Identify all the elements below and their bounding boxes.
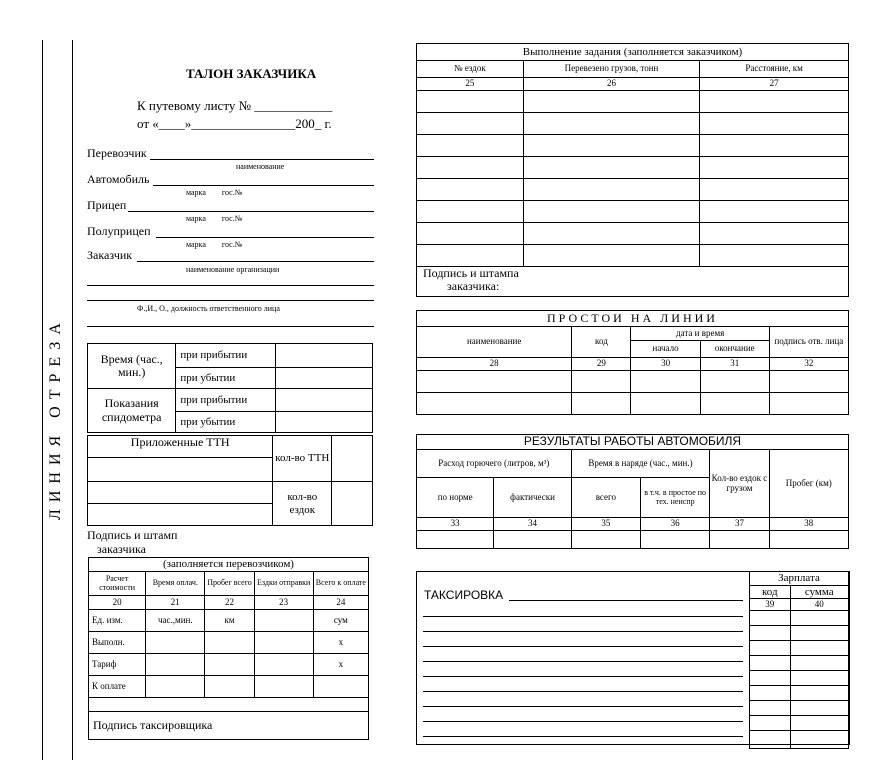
left-customer-label: заказчика	[97, 542, 146, 556]
salary-cell[interactable]	[790, 686, 848, 701]
h-dt-code: код	[572, 327, 631, 358]
dt-cell[interactable]	[700, 393, 769, 415]
fio-caption: Ф.,И., О., должность ответственного лица	[137, 304, 280, 313]
num-37: 37	[710, 518, 769, 531]
salary-row[interactable]	[750, 611, 791, 626]
salary-table	[749, 571, 849, 749]
done-time[interactable]	[146, 632, 205, 654]
num-29: 29	[572, 358, 631, 371]
tariff-x: х	[313, 654, 368, 676]
salary-row[interactable]	[750, 626, 791, 641]
num-24: 24	[313, 596, 368, 610]
task-cell[interactable]	[523, 157, 700, 179]
h-paid-time: Время оплач.	[146, 572, 205, 596]
taxer-sign-label: Подпись таксировщика	[89, 712, 369, 740]
h-time-in-order: Время в наряде (час., мин.)	[571, 450, 710, 478]
task-cell[interactable]	[523, 91, 700, 113]
speedo-label: Показания спидометра	[88, 389, 176, 433]
task-cell[interactable]	[700, 245, 849, 267]
task-cell[interactable]	[700, 201, 849, 223]
vehicle-line	[153, 185, 374, 186]
task-row[interactable]	[417, 179, 524, 201]
topay-trips[interactable]	[254, 676, 313, 698]
num-21: 21	[146, 596, 205, 610]
h-mileage: Пробег (км)	[769, 450, 848, 518]
speedo-departure-label: при убытии	[176, 412, 276, 433]
res-cell[interactable]	[769, 531, 848, 549]
tariff-trips[interactable]	[254, 654, 313, 676]
topay-km[interactable]	[205, 676, 254, 698]
h-dt-name: наименование	[417, 327, 572, 358]
dt-cell[interactable]	[769, 371, 848, 393]
num-32: 32	[769, 358, 848, 371]
units-sum: сум	[313, 610, 368, 632]
taxation-label: ТАКСИРОВКА	[424, 588, 504, 602]
vehicle-label: Автомобиль	[87, 172, 150, 186]
ttn-row[interactable]	[88, 482, 273, 504]
salary-row[interactable]	[750, 641, 791, 656]
topay-time[interactable]	[146, 676, 205, 698]
num-36: 36	[641, 518, 710, 531]
carrier-table-caption: (заполняется перевозчиком)	[89, 558, 369, 572]
left-sign-label: Подпись и штамп	[87, 528, 178, 542]
res-cell[interactable]	[641, 531, 710, 549]
time-departure-value[interactable]	[276, 368, 373, 389]
task-cell[interactable]	[523, 245, 700, 267]
done-trips[interactable]	[254, 632, 313, 654]
dt-cell[interactable]	[631, 393, 700, 415]
salary-title: Зарплата	[750, 572, 849, 586]
salary-row[interactable]	[750, 701, 791, 716]
num-39: 39	[750, 599, 791, 611]
downtime-title: ПРОСТОИ НА ЛИНИИ	[417, 311, 849, 327]
ttn-row[interactable]	[88, 504, 273, 526]
units-km: км	[205, 610, 254, 632]
task-customer-label: заказчика:	[447, 279, 500, 294]
speedo-arrival-label: при прибытии	[176, 389, 276, 412]
trips-count-label: кол-во ездок	[273, 482, 332, 526]
task-cell[interactable]	[700, 157, 849, 179]
taxation-line	[423, 661, 743, 662]
num-20: 20	[89, 596, 146, 610]
dt-row[interactable]	[417, 371, 572, 393]
num-34: 34	[494, 518, 571, 531]
units-trips	[254, 610, 313, 632]
customer-line	[137, 261, 374, 262]
blank-line-2	[87, 300, 374, 301]
customer-caption: наименование организации	[186, 265, 280, 274]
results-table	[416, 434, 849, 549]
salary-cell[interactable]	[790, 716, 848, 731]
dt-row[interactable]	[417, 393, 572, 415]
topay-total[interactable]	[313, 676, 368, 698]
h-trips-cargo: Кол-во ездок с грузом	[710, 450, 769, 518]
task-cell[interactable]	[523, 135, 700, 157]
task-cell[interactable]	[700, 113, 849, 135]
done-km[interactable]	[205, 632, 254, 654]
res-cell[interactable]	[710, 531, 769, 549]
blank-line-3	[87, 326, 374, 327]
taxation-line	[423, 736, 743, 737]
task-row[interactable]	[417, 113, 524, 135]
row-done-label: Выполн.	[89, 632, 146, 654]
h-dt-end: окончание	[700, 341, 769, 358]
waybill-line: К путевому листу № ____________	[137, 98, 333, 113]
semitrailer-label: Полуприцеп	[87, 224, 151, 238]
num-28: 28	[417, 358, 572, 371]
ttn-row[interactable]	[88, 458, 273, 482]
dt-cell[interactable]	[769, 393, 848, 415]
cut-line-right	[72, 40, 73, 760]
task-row[interactable]	[417, 245, 524, 267]
h-cost-calc: Расчет стоимости	[89, 572, 146, 596]
tariff-time[interactable]	[146, 654, 205, 676]
h-dt-sign: подпись отв. лица	[769, 327, 848, 358]
dt-cell[interactable]	[572, 393, 631, 415]
dt-cell[interactable]	[700, 371, 769, 393]
vehicle-caption: марка гос.№	[186, 188, 243, 197]
trips-count-value[interactable]	[332, 482, 373, 526]
num-30: 30	[631, 358, 700, 371]
num-27: 27	[700, 78, 849, 91]
h-incl-idle: в т.ч. в простое по тех. неиспр	[641, 478, 710, 518]
task-table	[416, 43, 849, 297]
task-cell[interactable]	[523, 179, 700, 201]
task-cell[interactable]	[523, 113, 700, 135]
salary-row[interactable]	[750, 716, 791, 731]
task-cell[interactable]	[700, 179, 849, 201]
carrier-line	[150, 159, 374, 160]
salary-cell[interactable]	[790, 701, 848, 716]
cut-line-left	[42, 40, 43, 760]
ttn-count-value[interactable]	[332, 436, 373, 482]
salary-row[interactable]	[750, 686, 791, 701]
task-row[interactable]	[417, 135, 524, 157]
time-label: Время (час., мин.)	[88, 344, 176, 389]
customer-label: Заказчик	[87, 248, 133, 262]
semitrailer-line	[156, 237, 374, 238]
salary-cell[interactable]	[790, 611, 848, 626]
taxation-line	[423, 646, 743, 647]
semitrailer-caption: марка гос.№	[186, 240, 243, 249]
taxation-line	[423, 691, 743, 692]
task-row[interactable]	[417, 157, 524, 179]
salary-cell[interactable]	[790, 731, 848, 749]
num-22: 22	[205, 596, 254, 610]
units-time: час.,мин.	[146, 610, 205, 632]
h-total-mileage: Пробег всего	[205, 572, 254, 596]
h-total-to-pay: Всего к оплате	[313, 572, 368, 596]
num-38: 38	[769, 518, 848, 531]
blank-line-1	[87, 285, 374, 286]
task-sign-label: Подпись и штампа	[423, 266, 519, 280]
row-topay-label: К оплате	[89, 676, 146, 698]
time-departure-label: при убытии	[176, 368, 276, 389]
salary-row[interactable]	[750, 731, 791, 749]
res-row[interactable]	[417, 531, 494, 549]
salary-cell[interactable]	[790, 656, 848, 671]
taxation-line	[423, 706, 743, 707]
h-by-norm: по норме	[417, 478, 494, 518]
taxation-line	[423, 631, 743, 632]
task-title: Выполнение задания (заполняется заказчиком)	[417, 44, 849, 61]
task-sign-cell	[417, 267, 849, 297]
h-dt-datetime: дата и время	[631, 327, 769, 341]
carrier-caption: наименование	[236, 162, 285, 171]
trailer-line	[128, 211, 374, 212]
row-tariff-label: Тариф	[89, 654, 146, 676]
taxation-line	[423, 616, 743, 617]
num-26: 26	[523, 78, 700, 91]
task-cell[interactable]	[700, 135, 849, 157]
trailer-caption: марка гос.№	[186, 214, 243, 223]
h-cargo-tons: Перевезено грузов, тонн	[523, 61, 700, 78]
downtime-table	[416, 310, 849, 415]
num-35: 35	[571, 518, 640, 531]
date-line: от «____»________________200_ г.	[137, 116, 332, 131]
h-dt-start: начало	[631, 341, 700, 358]
salary-row[interactable]	[750, 656, 791, 671]
ttn-table	[87, 435, 373, 526]
time-arrival-label: при прибытии	[176, 344, 276, 368]
taxation-line	[423, 721, 743, 722]
carrier-calc-table	[88, 557, 369, 740]
coupon-title: ТАЛОН ЗАКАЗЧИКА	[186, 66, 317, 81]
results-title: РЕЗУЛЬТАТЫ РАБОТЫ АВТОМОБИЛЯ	[417, 435, 849, 450]
h-actual: фактически	[494, 478, 571, 518]
blank-row	[89, 698, 369, 712]
salary-cell[interactable]	[790, 641, 848, 656]
salary-row[interactable]	[750, 671, 791, 686]
task-cell[interactable]	[523, 201, 700, 223]
units-label: Ед. изм.	[89, 610, 146, 632]
task-row[interactable]	[417, 201, 524, 223]
salary-cell[interactable]	[790, 626, 848, 641]
done-x: х	[313, 632, 368, 654]
ttn-count-label: кол-во ТТН	[273, 436, 332, 482]
carrier-label: Перевозчик	[87, 146, 147, 160]
res-cell[interactable]	[571, 531, 640, 549]
time-speedo-table	[87, 343, 373, 433]
speedo-arrival-value[interactable]	[276, 389, 373, 412]
tariff-km[interactable]	[205, 654, 254, 676]
task-cell[interactable]	[523, 223, 700, 245]
h-code: код	[750, 586, 791, 599]
task-cell[interactable]	[700, 223, 849, 245]
num-23: 23	[254, 596, 313, 610]
res-cell[interactable]	[494, 531, 571, 549]
num-40: 40	[790, 599, 848, 611]
h-trips-dispatch: Ездки отправки	[254, 572, 313, 596]
h-fuel: Расход горючего (литров, м³)	[417, 450, 572, 478]
taxation-line-0	[509, 600, 743, 601]
trailer-label: Прицеп	[87, 198, 127, 212]
dt-cell[interactable]	[631, 371, 700, 393]
task-row[interactable]	[417, 223, 524, 245]
salary-cell[interactable]	[790, 671, 848, 686]
num-33: 33	[417, 518, 494, 531]
num-31: 31	[700, 358, 769, 371]
dt-cell[interactable]	[572, 371, 631, 393]
speedo-departure-value[interactable]	[276, 412, 373, 433]
h-total: всего	[571, 478, 640, 518]
cut-line-label: ЛИНИЯ ОТРЕЗА	[47, 316, 64, 520]
time-arrival-value[interactable]	[276, 344, 373, 368]
h-sum: сумма	[790, 586, 848, 599]
task-cell[interactable]	[700, 91, 849, 113]
attached-ttn-label: Приложенные ТТН	[88, 436, 273, 458]
h-trip-no: № ездок	[417, 61, 524, 78]
task-row[interactable]	[417, 91, 524, 113]
h-distance: Расстояние, км	[700, 61, 849, 78]
taxation-line	[423, 676, 743, 677]
num-25: 25	[417, 78, 524, 91]
